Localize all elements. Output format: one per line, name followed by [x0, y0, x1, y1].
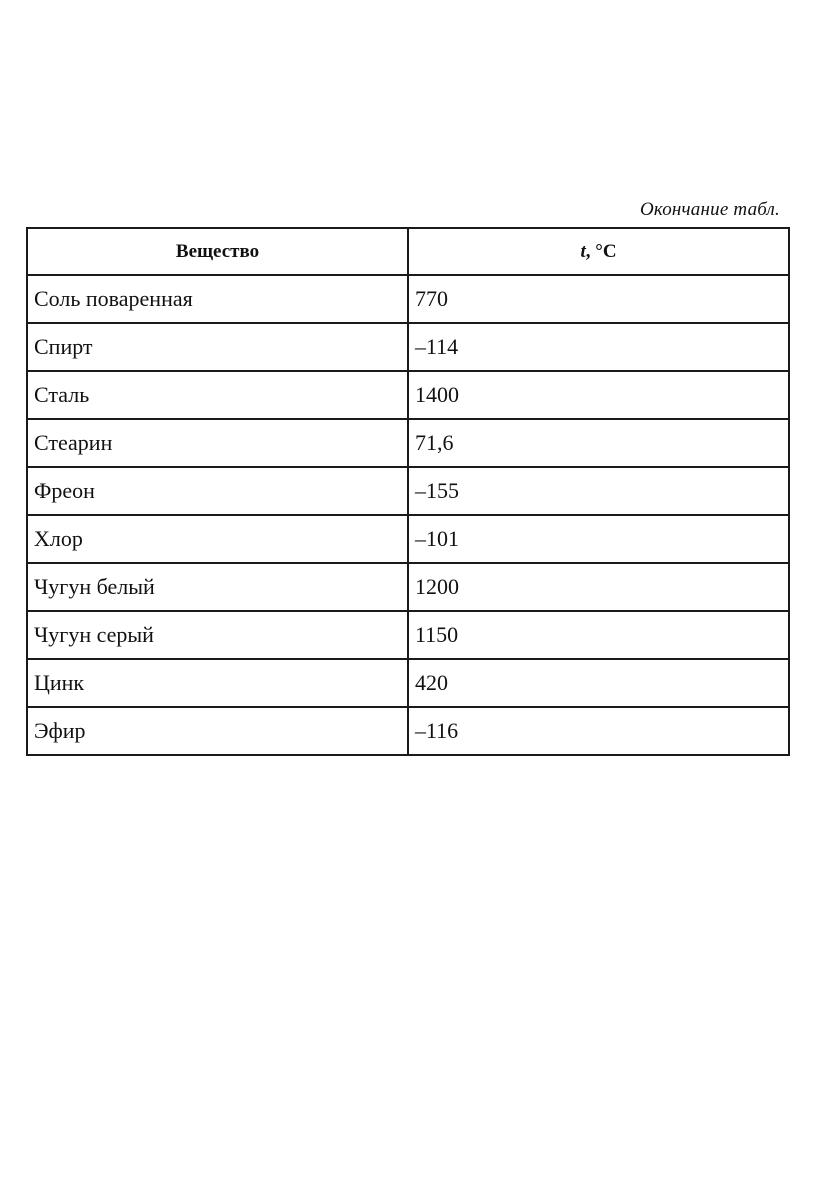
temperature-cell: 71,6 [408, 419, 789, 467]
temperature-cell: 1150 [408, 611, 789, 659]
temperature-cell: –155 [408, 467, 789, 515]
temperature-cell: 1400 [408, 371, 789, 419]
substance-cell: Чугун белый [27, 563, 408, 611]
substance-cell: Чугун серый [27, 611, 408, 659]
temperature-symbol: t [580, 240, 586, 262]
table-row [27, 323, 789, 371]
column-header-temperature [408, 228, 789, 275]
table-row [27, 275, 789, 323]
table-row [27, 515, 789, 563]
table-row [27, 659, 789, 707]
temperature-cell: –116 [408, 707, 789, 755]
table-row [27, 419, 789, 467]
substance-cell: Эфир [27, 707, 408, 755]
table-row [27, 611, 789, 659]
temperature-unit: , °C [585, 240, 617, 262]
table-header-row [27, 228, 789, 275]
temperature-cell: 1200 [408, 563, 789, 611]
substance-cell: Фреон [27, 467, 408, 515]
substance-temperature-table [26, 227, 790, 756]
temperature-cell: 770 [408, 275, 789, 323]
table-row [27, 371, 789, 419]
substance-cell: Спирт [27, 323, 408, 371]
table-row [27, 707, 789, 755]
substance-cell: Хлор [27, 515, 408, 563]
table-continuation-caption: Окончание табл. [639, 199, 780, 220]
substance-cell: Цинк [27, 659, 408, 707]
temperature-cell: 420 [408, 659, 789, 707]
temperature-cell: –101 [408, 515, 789, 563]
column-header-substance: Вещество [27, 228, 408, 275]
substance-cell: Сталь [27, 371, 408, 419]
temperature-cell: –114 [408, 323, 789, 371]
substance-cell: Стеарин [27, 419, 408, 467]
table-row [27, 467, 789, 515]
table-row [27, 563, 789, 611]
substance-cell: Соль поваренная [27, 275, 408, 323]
